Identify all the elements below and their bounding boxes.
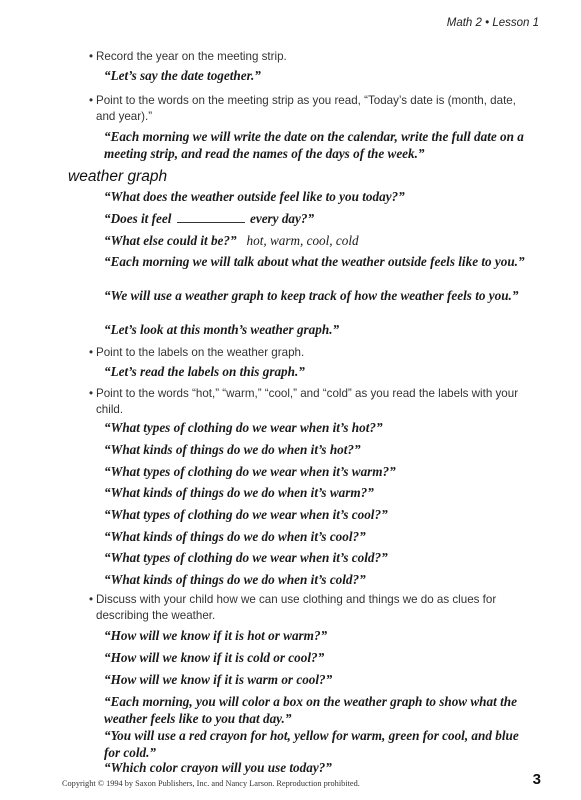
teacher-quote: “We will use a weather graph to keep track of how the weather feels to you.”	[104, 288, 519, 303]
bullet-icon: •	[89, 593, 94, 606]
teacher-quote: “What kinds of things do we do when it’s cold?”	[104, 572, 366, 587]
bullet-icon: •	[89, 50, 94, 63]
teacher-quote: “Which color crayon will you use today?”	[104, 760, 332, 775]
teacher-quote: “What kinds of things do we do when it’s warm?”	[104, 485, 374, 500]
teacher-quote: “How will we know if it is cold or cool?”	[104, 650, 325, 665]
teacher-quote: “Each morning, you will color a box on the weather graph to show what the weather feels like to you that day.”	[104, 694, 517, 726]
answer-choices: hot, warm, cool, cold	[246, 233, 359, 248]
instruction-bullet	[89, 345, 536, 361]
instruction-text: Point to the words “hot,” “warm,” “cool,” and “cold” as you read the labels with your child.	[96, 387, 519, 416]
teacher-quote: “How will we know if it is hot or warm?”	[104, 628, 328, 643]
page-header: Math 2 • Lesson 1	[446, 17, 539, 29]
teacher-quote: “What kinds of things do we do when it’s hot?”	[104, 442, 361, 457]
copyright-notice: Copyright © 1994 by Saxon Publishers, Inc. and Nancy Larson. Reproduction prohibited.	[62, 779, 360, 788]
teacher-quote: “What kinds of things do we do when it’s cool?”	[104, 529, 366, 544]
teacher-quote: “Let’s look at this month’s weather graph.”	[104, 322, 340, 337]
instruction-text: Record the year on the meeting strip.	[96, 50, 287, 63]
page-number: 3	[532, 771, 541, 788]
teacher-quote: “You will use a red crayon for hot, yellow for warm, green for cool, and blue for cold.”	[104, 728, 519, 760]
instruction-bullet	[89, 49, 536, 65]
instruction-text: Point to the labels on the weather graph.	[96, 346, 305, 359]
teacher-quote-with-blank	[104, 211, 536, 228]
teacher-quote: “Each morning we will write the date on the calendar, write the full date on a meeting strip, and read the names of the days of the week.”	[104, 129, 524, 161]
teacher-quote: “What types of clothing do we wear when it’s warm?”	[104, 464, 396, 479]
instruction-bullet	[89, 93, 536, 124]
teacher-quote: “Let’s say the date together.”	[104, 68, 261, 83]
bullet-icon: •	[89, 346, 94, 359]
instruction-text: Point to the words on the meeting strip as you read, “Today’s date is (month, date, and year).”	[96, 94, 516, 123]
bullet-icon: •	[89, 387, 94, 400]
instruction-bullet	[89, 592, 536, 623]
instruction-text: Discuss with your child how we can use clothing and things we do as clues for describing the weather.	[96, 593, 497, 622]
teacher-quote: “Each morning we will talk about what the weather outside feels like to you.”	[104, 254, 525, 269]
quote-text: “What else could it be?”	[104, 233, 237, 248]
teacher-quote: “What types of clothing do we wear when it’s cold?”	[104, 550, 388, 565]
fill-in-blank	[177, 211, 245, 223]
quote-text: “Does it feel	[104, 211, 172, 226]
bullet-icon: •	[89, 94, 94, 107]
teacher-quote: “What does the weather outside feel like to you today?”	[104, 189, 405, 204]
instruction-bullet	[89, 386, 536, 417]
quote-text: every day?”	[249, 211, 315, 226]
teacher-quote: “What types of clothing do we wear when it’s cool?”	[104, 507, 388, 522]
teacher-quote	[104, 233, 536, 250]
teacher-quote: “What types of clothing do we wear when it’s hot?”	[104, 420, 383, 435]
teacher-quote: “Let’s read the labels on this graph.”	[104, 364, 305, 379]
section-heading: weather graph	[68, 168, 168, 185]
teacher-quote: “How will we know if it is warm or cool?”	[104, 672, 333, 687]
